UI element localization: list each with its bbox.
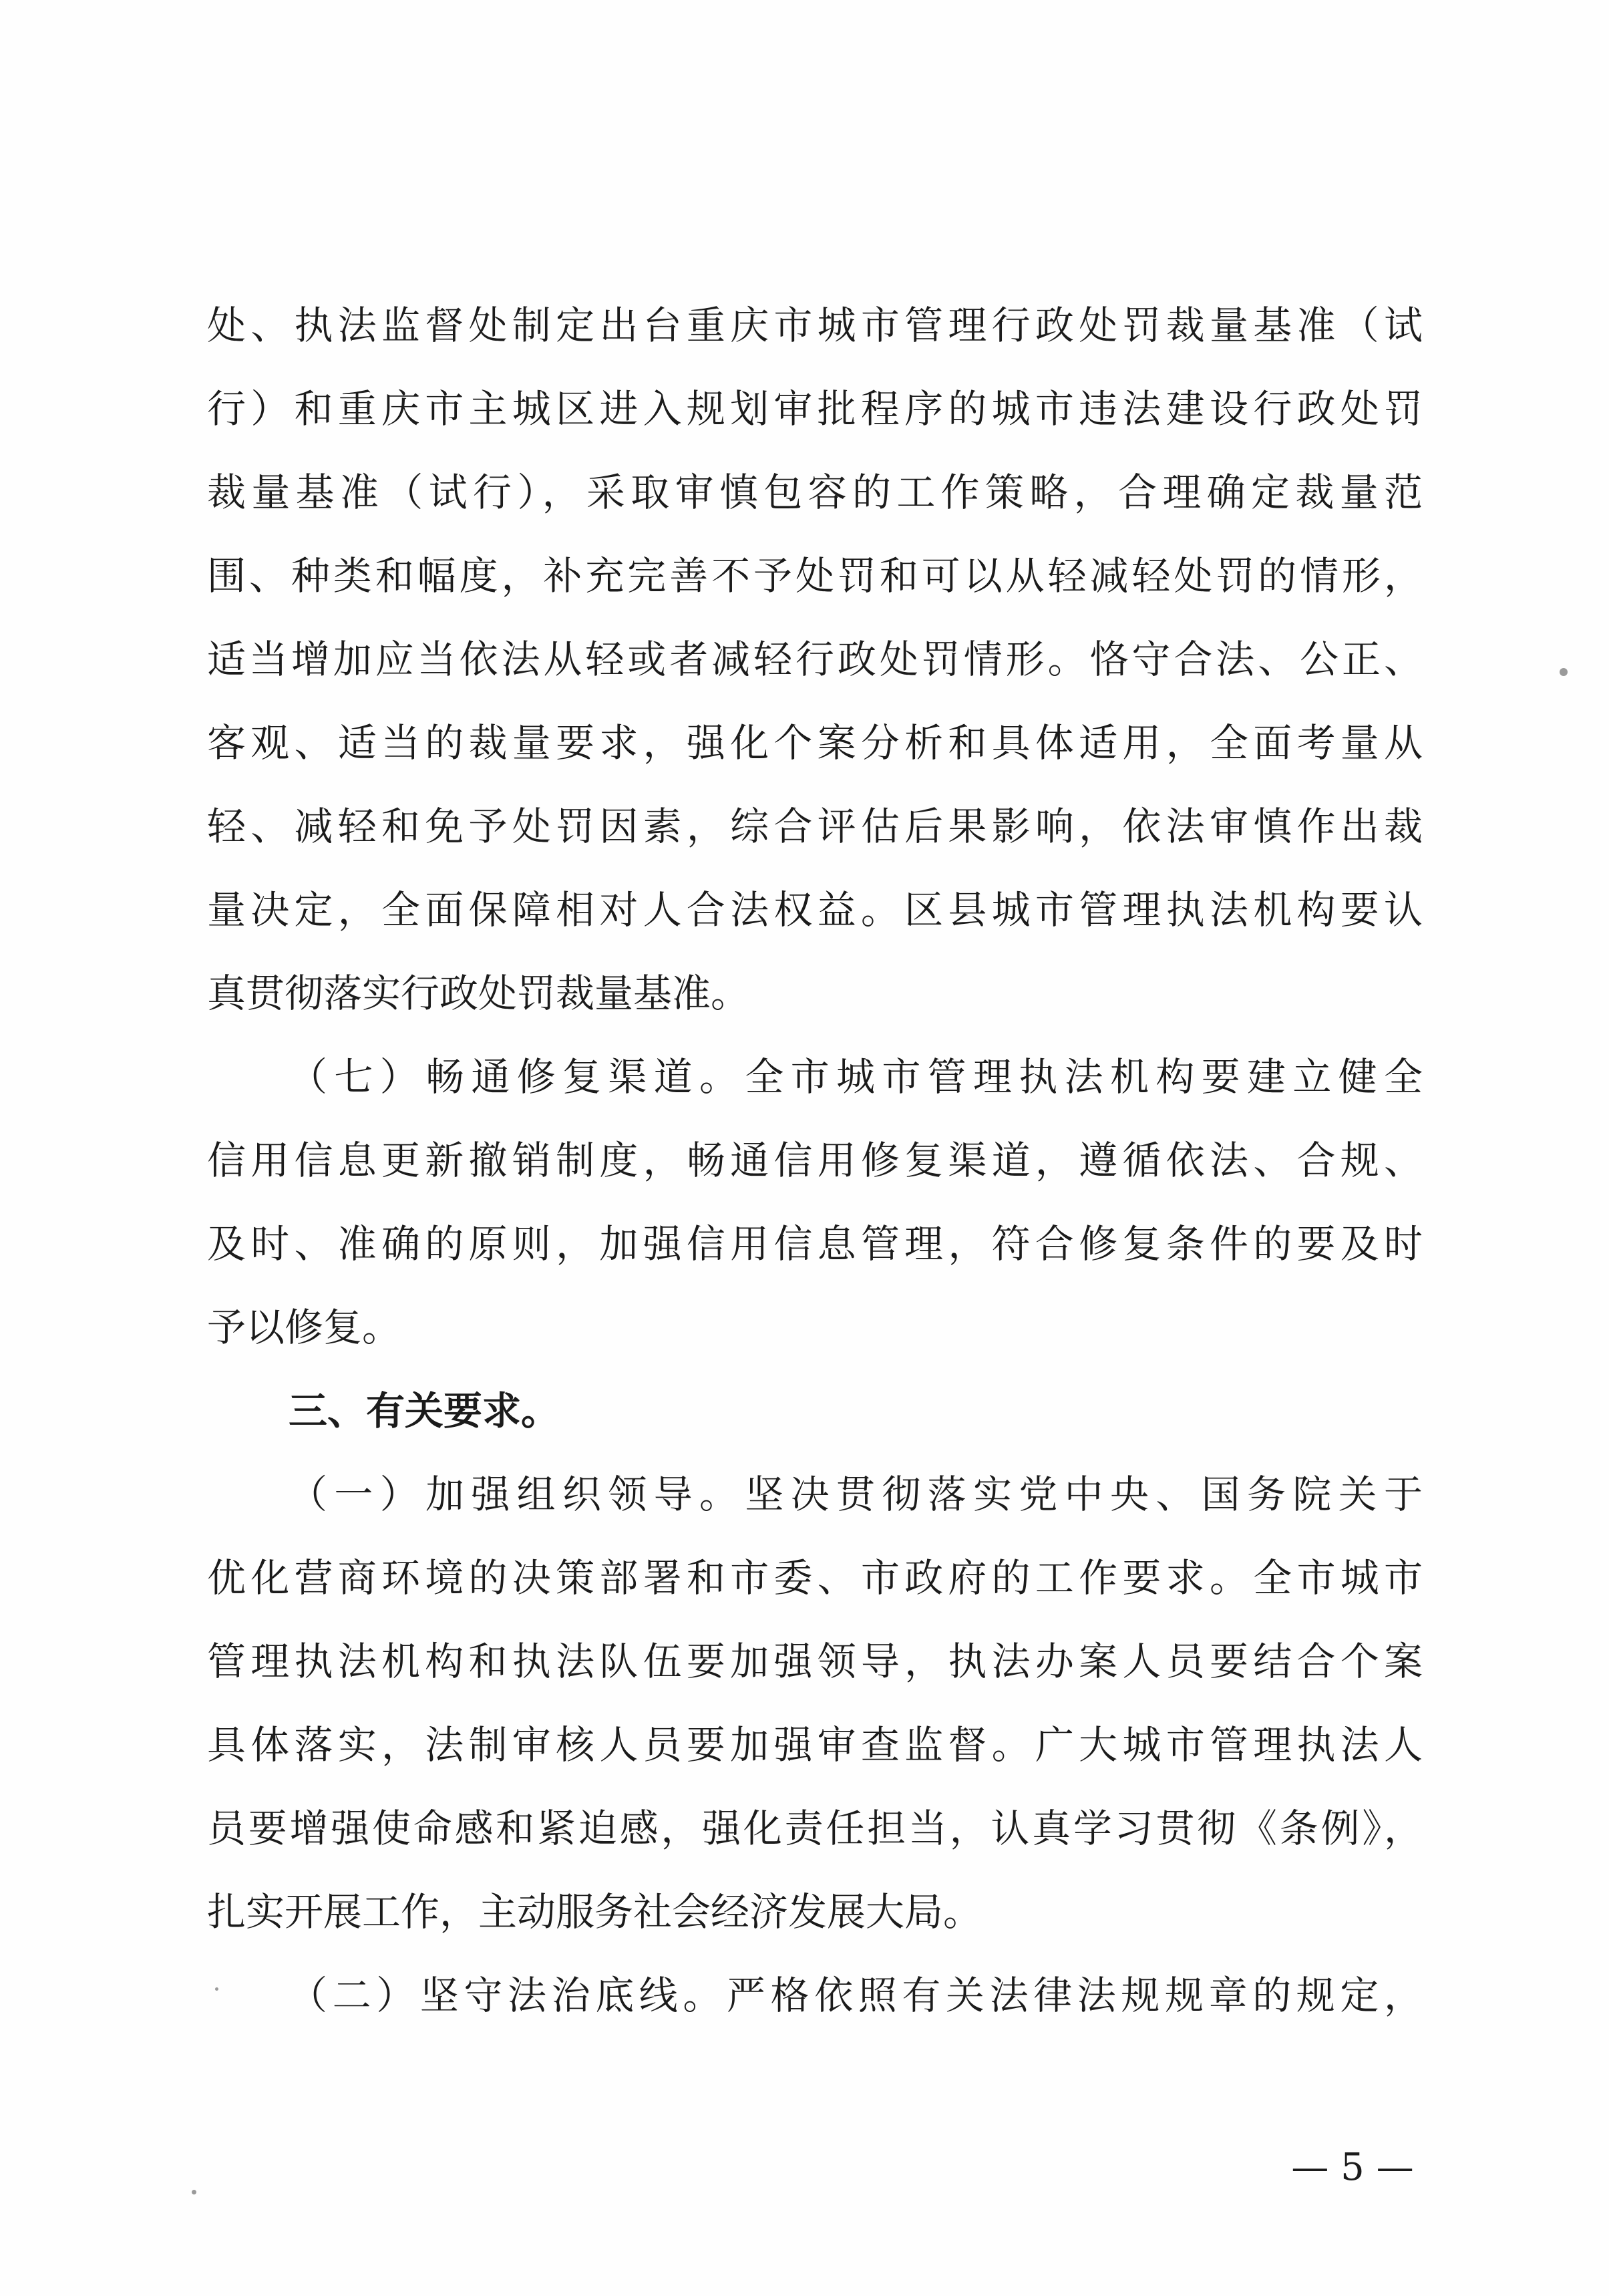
paragraph-7-start: （七）畅通修复渠道。全市城市管理执法机构要建立健全	[289, 1054, 1423, 1100]
text-line-13: 予以修复。	[207, 1305, 401, 1350]
text-line-9: 真贯彻落实行政处罚裁量基准。	[207, 971, 750, 1016]
text-line-5: 适当增加应当依法从轻或者减轻行政处罚情形。恪守合法、公正、	[207, 637, 1423, 682]
paragraph-2-start: （二）坚守法治底线。严格依照有关法律法规规章的规定，	[289, 1973, 1423, 2018]
text-line-18: 具体落实，法制审核人员要加强审查监督。广大城市管理执法人	[207, 1722, 1423, 1768]
text-line-19: 员要增强使命感和紧迫感，强化责任担当，认真学习贯彻《条例》，	[207, 1806, 1423, 1851]
text-line-1: 处、执法监督处制定出台重庆市城市管理行政处罚裁量基准（试	[207, 303, 1423, 348]
text-line-17: 管理执法机构和执法队伍要加强领导，执法办案人员要结合个案	[207, 1639, 1423, 1684]
text-line-6: 客观、适当的裁量要求，强化个案分析和具体适用，全面考量从	[207, 720, 1423, 766]
text-line-8: 量决定，全面保障相对人合法权益。区县城市管理执法机构要认	[207, 887, 1423, 933]
paragraph-1-start: （一）加强组织领导。坚决贯彻落实党中央、国务院关于	[289, 1472, 1423, 1517]
text-line-3: 裁量基准（试行），采取审慎包容的工作策略，合理确定裁量范	[207, 470, 1423, 515]
scan-speck	[215, 1987, 218, 1991]
text-line-2: 行）和重庆市主城区进入规划审批程序的城市违法建设行政处罚	[207, 386, 1423, 432]
page-number: — 5 —	[1291, 2146, 1414, 2189]
section-heading-requirements: 三、有关要求。	[289, 1388, 560, 1434]
text-line-12: 及时、准确的原则，加强信用信息管理，符合修复条件的要及时	[207, 1221, 1423, 1267]
text-line-7: 轻、减轻和免予处罚因素，综合评估后果影响，依法审慎作出裁	[207, 804, 1423, 849]
text-line-16: 优化营商环境的决策部署和市委、市政府的工作要求。全市城市	[207, 1555, 1423, 1601]
scan-speck	[1560, 668, 1568, 676]
text-line-20: 扎实开展工作，主动服务社会经济发展大局。	[207, 1889, 982, 1935]
text-line-11: 信用信息更新撤销制度，畅通信用修复渠道，遵循依法、合规、	[207, 1138, 1423, 1183]
scan-speck	[192, 2190, 196, 2194]
text-line-4: 围、种类和幅度，补充完善不予处罚和可以从轻减轻处罚的情形，	[207, 553, 1423, 599]
